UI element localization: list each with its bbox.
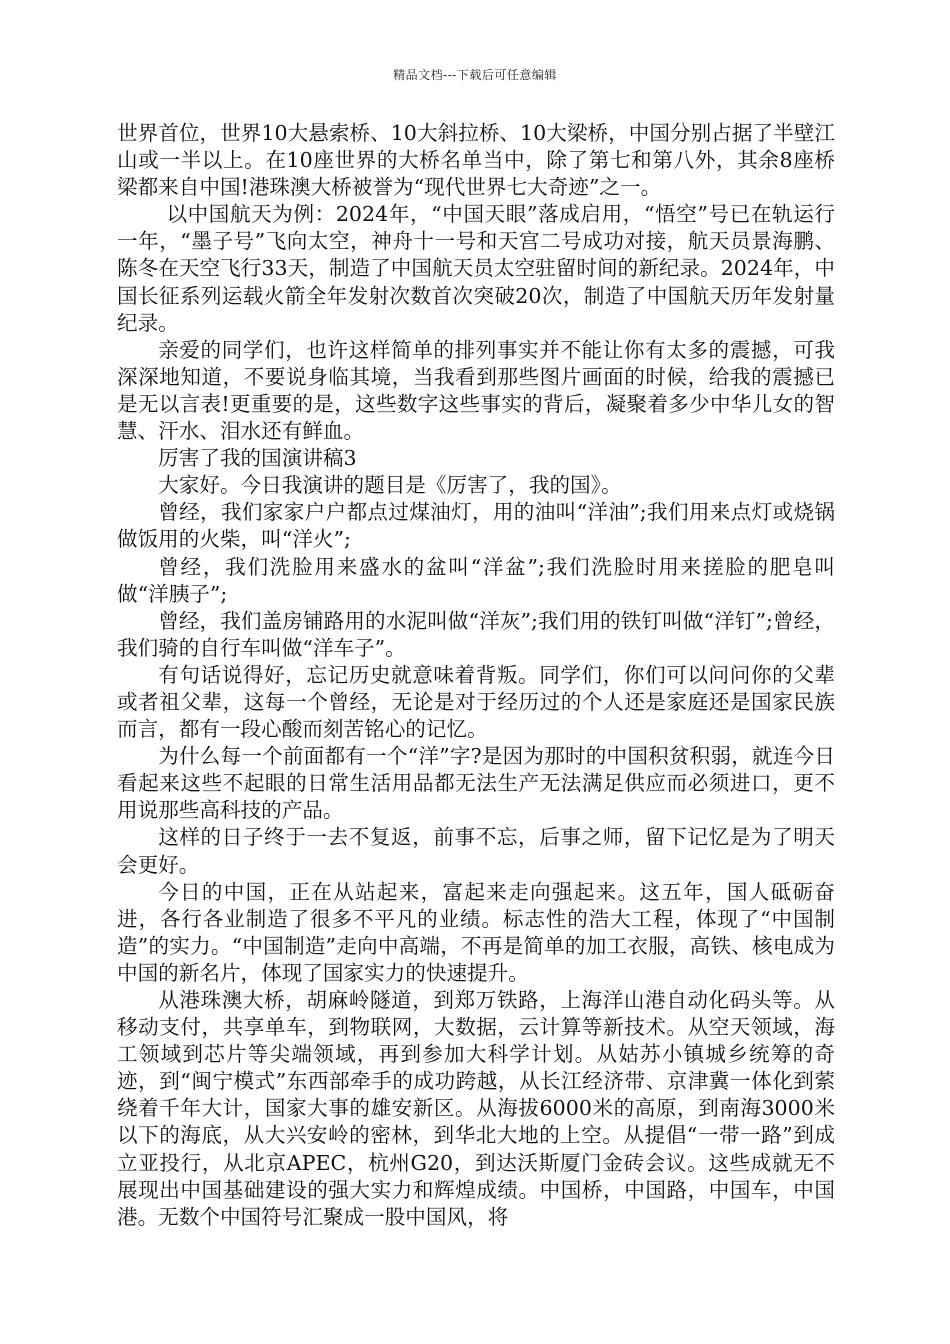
- section-heading: 厉害了我的国演讲稿3: [158, 446, 357, 471]
- paragraph: 曾经，我们盖房铺路用的水泥叫做“洋灰”;我们用的铁钉叫做“洋钉”;曾经，我们骑的自行车叫做“洋车子”。: [117, 608, 835, 660]
- paragraph: 大家好。今日我演讲的题目是《厉害了，我的国》。: [158, 473, 622, 498]
- paragraph: 亲爱的同学们，也许这样简单的排列事实并不能让你有太多的震撼，可我深深地知道，不要说身临其境，当我看到那些图片画面的时候，给我的震撼已是无以言表!更重要的是，这些数字这些事实的背后，凝聚着多少中华儿女的智慧、汗水、泪水还有鲜血。: [117, 337, 835, 444]
- page-header: 精品文档---下载后可任意编辑: [393, 68, 557, 82]
- paragraph: 今日的中国，正在从站起来，富起来走向强起来。这五年，国人砥砺奋进，各行各业制造了很多不平凡的业绩。标志性的浩大工程，体现了“中国制造”的实力。“中国制造”走向中高端，不再是简单的加工衣服，高铁、核电成为中国的新名片，体现了国家实力的快速提升。: [117, 879, 835, 985]
- paragraph: 曾经，我们家家户户都点过煤油灯，用的油叫“洋油”;我们用来点灯或烧锅做饭用的火柴，叫“洋火”;: [117, 500, 835, 552]
- paragraph: 以中国航天为例：2024年，“中国天眼”落成启用，“悟空”号已在轨运行一年，“墨子号”飞向太空，神舟十一号和天宫二号成功对接，航天员景海鹏、陈冬在天空飞行33天，制造了中国航天员太空驻留时间的新纪录。2024年，中国长征系列运载火箭全年发射次数首次突破20次，制造了中国航天历年发射量纪录。: [117, 202, 835, 335]
- paragraph: 曾经，我们洗脸用来盛水的盆叫“洋盆”;我们洗脸时用来搓脸的肥皂叫做“洋胰子”;: [117, 554, 835, 606]
- paragraph: 为什么每一个前面都有一个“洋”字?是因为那时的中国积贫积弱，就连今日看起来这些不起眼的日常生活用品都无法生产无法满足供应而必须进口，更不用说那些高科技的产品。: [117, 744, 835, 823]
- paragraph: 有句话说得好，忘记历史就意味着背叛。同学们，你们可以问问你的父辈或者祖父辈，这每一个曾经，无论是对于经历过的个人还是家庭还是国家民族而言，都有一段心酸而刻苦铭心的记忆。: [117, 662, 835, 742]
- document-body: [117, 120, 835, 1231]
- paragraph: 这样的日子终于一去不复返，前事不忘，后事之师，留下记忆是为了明天会更好。: [117, 825, 835, 877]
- paragraph: 世界首位，世界10大悬索桥、10大斜拉桥、10大梁桥，中国分别占据了半壁江山或一半以上。在10座世界的大桥名单当中，除了第七和第八外，其余8座桥梁都来自中国!港珠澳大桥被誉为“现代世界七大奇迹”之一。: [117, 121, 835, 200]
- paragraph: 从港珠澳大桥，胡麻岭隧道，到郑万铁路，上海洋山港自动化码头等。从移动支付，共享单车，到物联网，大数据，云计算等新技术。从空天领域，海工领域到芯片等尖端领域，再到参加大科学计划。从姑苏小镇城乡统筹的奇迹，到“闽宁模式”东西部牵手的成功跨越，从长江经济带、京津冀一体化到萦绕着千年大计，国家大事的雄安新区。从海拔6000米的高原，到南海3000米以下的海底，从大兴安岭的密林，到华北大地的上空。从提倡“一带一路”到成立亚投行，从北京APEC，杭州G20，到达沃斯厦门金砖会议。这些成就无不展现出中国基础建设的强大实力和辉煌成绩。中国桥，中国路，中国车，中国港。无数个中国符号汇聚成一股中国风，将: [117, 988, 835, 1229]
